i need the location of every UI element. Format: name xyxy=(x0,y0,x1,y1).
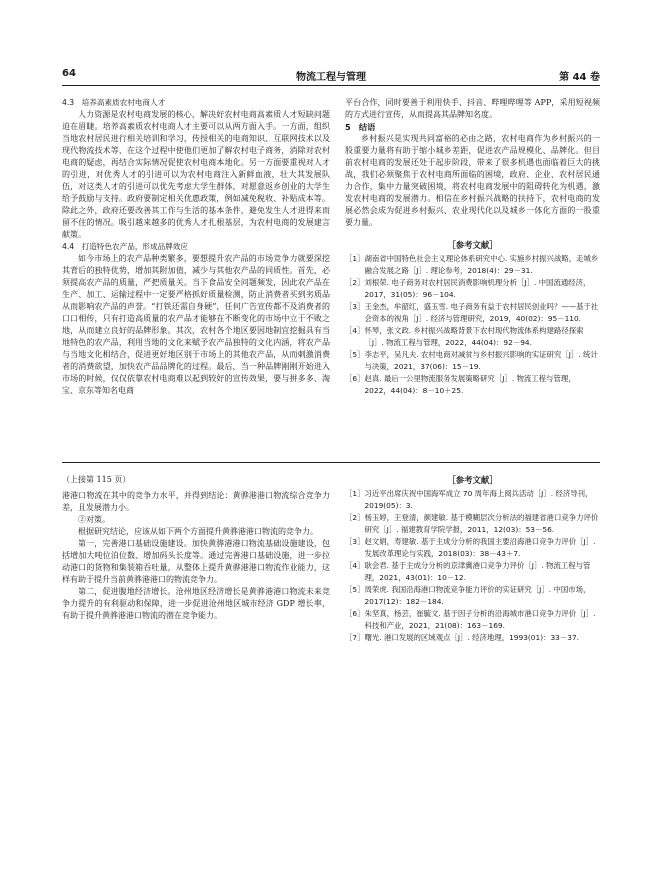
continuation-note: （上接第 115 页） xyxy=(62,475,131,484)
header-rule xyxy=(62,85,600,86)
reference-item: ［4］ 怀琴，张文政. 乡村振兴战略背景下农村现代物流体系构建路径探索［J］. 物流工程与管理，2022，44(04)：92－94. xyxy=(345,326,584,347)
reference-item: ［3］ 赵文娟，寿建敏. 基于主成分分析的我国主要沿海港口竞争力评价［J］. 发展改革理论与实践，2018(03)：38－43＋7. xyxy=(345,537,596,558)
section-heading-4-4: 4.4 打造特色农产品，形成品牌效应 xyxy=(62,242,188,251)
references-title: ［参考文献］ xyxy=(447,240,498,250)
reference-item: ［2］ 杨玉婷，王登清，颜建敏. 基于模糊层次分析法的福建省港口竞争力评价研究［J］. 福建教育学院学报，2011，12(03)：53－56. xyxy=(345,513,599,534)
reference-item: ［1］ 湖南省中国特色社会主义理论体系研究中心. 实施乡村振兴战略，走城乡融合发展之路［J］. 理论参考，2018(4)：29－31. xyxy=(345,254,599,275)
paragraph: 港港口物流在其中的竞争力水平，并得到结论：黄骅港港口物流综合竞争力差，且发展潜力小。 xyxy=(62,491,330,512)
page-header xyxy=(62,66,600,84)
references-title: ［参考文献］ xyxy=(447,475,498,485)
paragraph: 乡村振兴是实现共同富裕的必由之路，农村电商作为乡村振兴的一股重要力量将有助于缩小城乡差距，促进农产品规模化、品牌化。但目前农村电商的发展还处于起步阶段，带来了很多机遇也面临着巨大的挑战，我们必须聚焦于农村电商所面临的困境，政府、企业、农村居民通力合作，集中力量突破困境，将农村电商发展中的阻碍转化为机遇，激发农村电商的发展潜力。相信在乡村振兴战略的扶持下，农村电商的发展必然会成为促进乡村振兴、农业现代化以及城乡一体化方面的一股重要力量。 xyxy=(345,134,600,227)
reference-item: ［5］ 李志平，吴凡夫. 农村电商对减贫与乡村振兴影响的实证研究［J］. 统计与决策，2021，37(06)：15－19. xyxy=(345,350,598,371)
paragraph: 平台合作，同时要善于利用快手、抖音、哔哩哔哩等 APP，采用短视频的方式进行宣传，从而提高其品牌知名度。 xyxy=(345,98,600,119)
reference-item: ［4］ 耿会君. 基于主成分分析的京津冀港口竞争力评价［J］. 物流工程与管理，2021，43(01)：10－12. xyxy=(345,561,591,582)
reference-list xyxy=(345,488,600,644)
reference-list xyxy=(345,253,600,397)
left-column-top xyxy=(62,97,330,397)
journal-title: 物流工程与管理 xyxy=(296,72,366,83)
article-divider xyxy=(62,462,600,463)
paragraph: 人力资源是农村电商发展的核心，解决好农村电商高素质人才短缺问题迫在眉睫。培养高素质农村电商人才主要可以从两方面入手。一方面，组织当地农村居民进行相关培训和学习，传授相关的电商知识、互联网技术以及现代物流技术等，在这个过程中使他们更加了解农村电子商务，消除对农村电商的疑虑，再结合实际情况促使农村电商本地化。另一方面要重视对人才的引进，对优秀人才的引进可以为农村电商注入新鲜血液，壮大其发展队伍，对这类人才的引进可以优先考虑大学生群体，对愿意返乡创业的大学生给予鼓励与支持。政府要制定相关优惠政策，例如减免税收、补贴成本等。除此之外，政府还要改善其工作与生活的基本条件，避免发生人才进得来而留不住的情况。吸引越来越多的优秀人才扎根基层，为农村电商的发展建言献策。 xyxy=(62,110,330,239)
reference-item: ［1］ 习近平出席庆祝中国海军成立 70 周年海上阅兵活动［J］. 经济导刊，2019(05)：3. xyxy=(345,489,593,510)
left-column-bottom xyxy=(62,474,330,622)
paragraph: 第二，促进腹地经济增长。沧州地区经济增长是黄骅港港口物流未来竞争力提升的有利驱动和保障，进一步促进沧州地区城市经济 GDP 增长率，有助于提升黄骅港港口物流的潜在竞争能力。 xyxy=(62,587,330,620)
section-heading-5: 5 结语 xyxy=(345,122,376,132)
paragraph: 如今市场上的农产品种类繁多，要想提升农产品的市场竞争力就要深挖其背后的独特优势，增加其附加值，减少与其他农产品的同质性。首先，必须提高农产品的质量，严把质量关。当下食品安全问题频发，因此农产品在生产、加工、运输过程中一定要严格抓好质量检测，防止消费者买到劣质品从而影响农产品的声誉。“打铁还需自身硬”，任何广告宣传都不及消费者的口口相传，只有打造高质量的农产品才能够在不断变化的市场中立于不败之地，从而建立良好的品牌形象。其次，农村各个地区要因地制宜挖掘具有当地特色的农产品，利用当地的文化来赋予农产品独特的文化内涵，将农产品与当地文化相结合，促进更好地区别于市场上的其他农产品，从而刺激消费者的消费欲望，加快农产品品牌化的过程。最后，当一种品牌刚刚开始进入市场的时候，仅仅依靠农村电商难以起到较好的宣传效果，要与拼多多、淘宝、京东等知名电商 xyxy=(62,254,330,395)
reference-item: ［3］ 王金杰，牟韶红，盛玉雪. 电子商务有益于农村居民创业吗？——基于社会资本的视角［J］. 经济与管理研究，2019，40(02)：95－110. xyxy=(345,302,599,323)
page-number: 64 xyxy=(62,68,76,79)
paragraph: ②对策。 xyxy=(78,515,110,524)
right-column-bottom xyxy=(345,474,600,644)
reference-item: ［5］ 周荣虎. 我国沿海港口物流竞争能力评价的实证研究［J］. 中国市场，2017(12)：182－184. xyxy=(345,585,591,606)
section-heading-4-3: 4.3 培养高素质农村电商人才 xyxy=(62,98,166,107)
paragraph: 第一，完善港口基础设施建设。加快黄骅港港口物流基础设施建设，包括增加大吨位泊位数、增加码头长度等。通过完善港口基础设施，进一步拉动港口的货物和集装箱吞吐量，从整体上提升黄骅港港口物流作业能力，这样有助于提升当前黄骅港港口的物流竞争力。 xyxy=(62,539,330,584)
volume-label: 第 44 卷 xyxy=(559,72,600,83)
reference-item: ［6］ 朱坚真，杨芸，崔毓文. 基于因子分析的沿海城市港口竞争力评价［J］. 科技和产业，2021，21(08)：163－169. xyxy=(345,609,596,630)
reference-item: ［7］ 曙光. 港口发展的区域观点［J］. 经济地理，1993(01)：33－37. xyxy=(345,633,580,642)
reference-item: ［2］ 刘根荣. 电子商务对农村居民消费影响机理分析［J］. 中国流通经济，2017，31(05)：96－104. xyxy=(345,278,591,299)
right-column-top xyxy=(345,97,600,397)
paragraph: 根据研究结论，应该从如下两个方面提升黄骅港港口物流的竞争力。 xyxy=(78,527,318,536)
reference-item: ［6］ 赵真. 最后一公里物流服务发展策略研究［J］. 物流工程与管理，2022，44(04)：8－10＋25. xyxy=(345,374,576,395)
